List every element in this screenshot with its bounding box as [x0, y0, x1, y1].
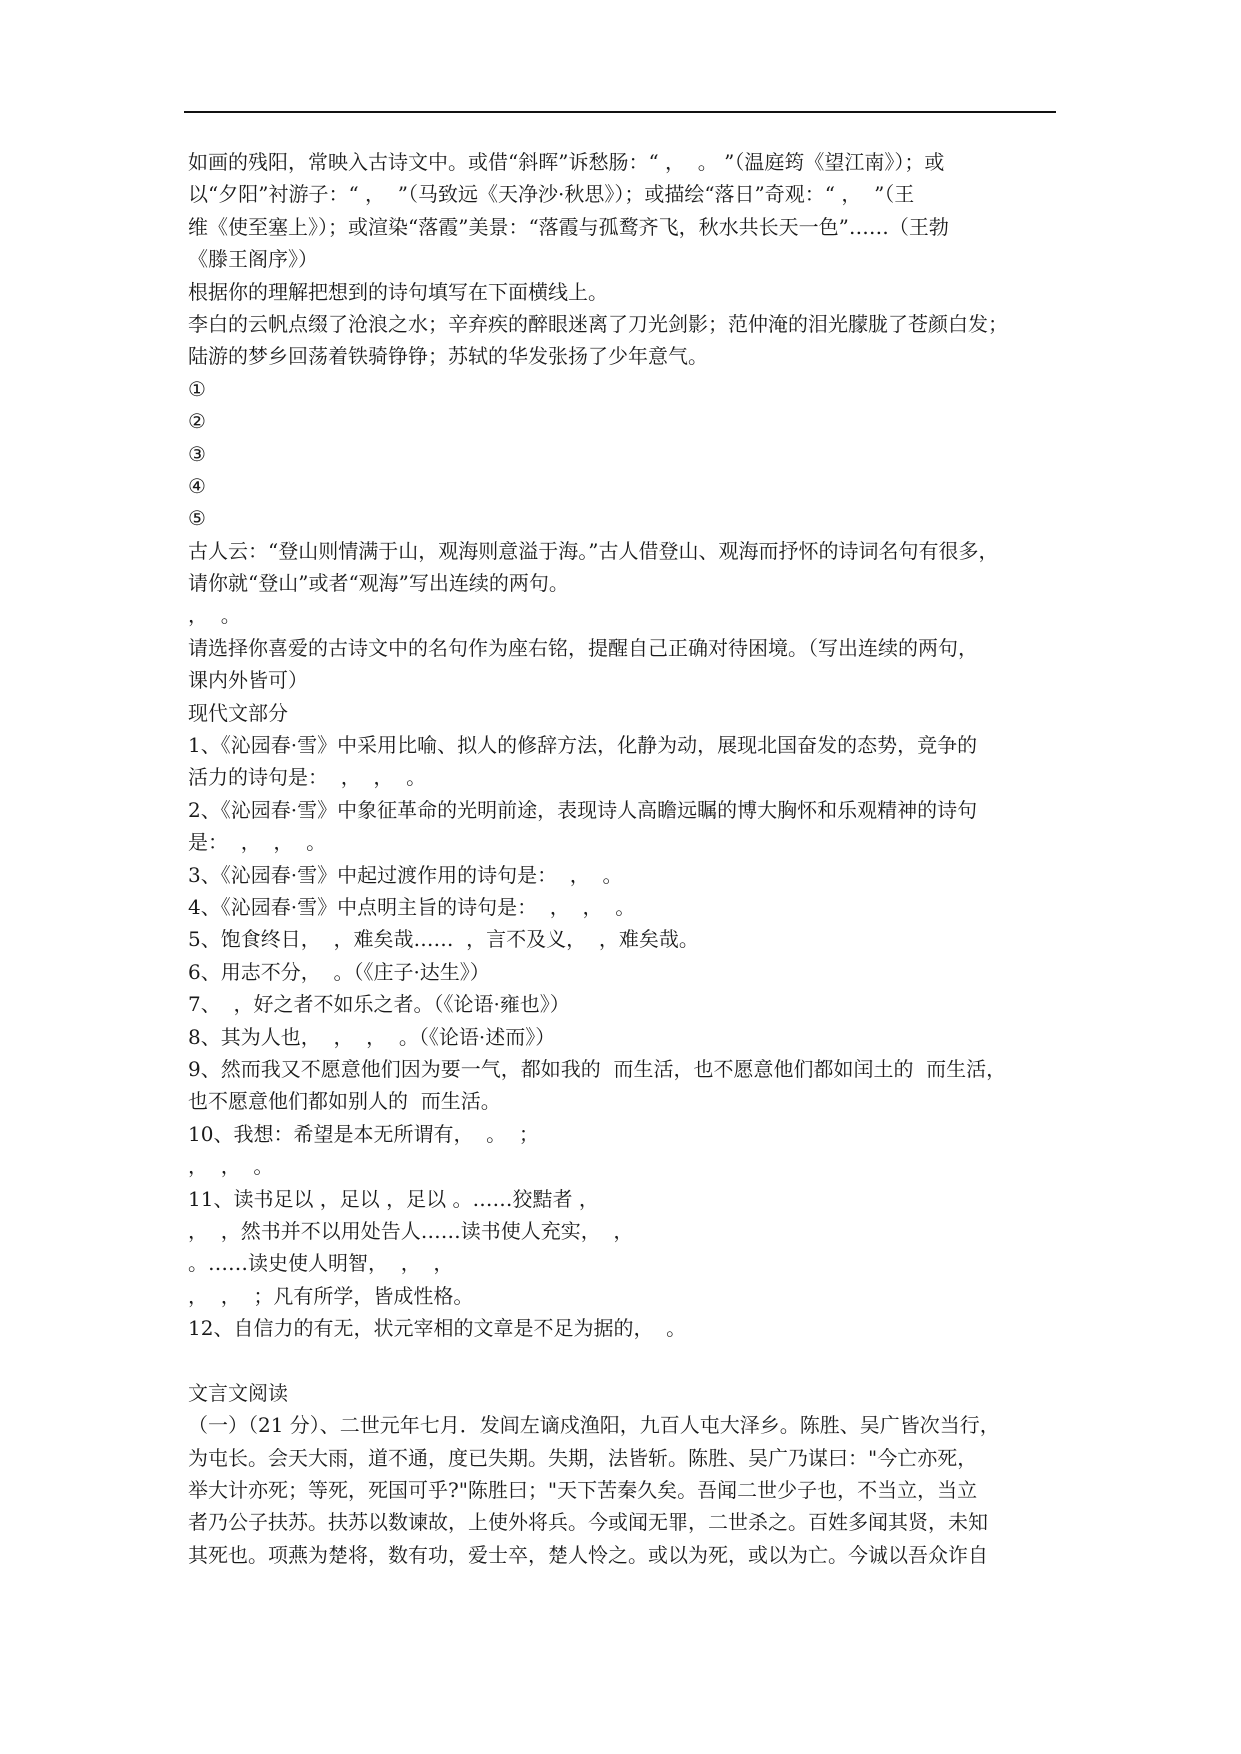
text-line: 请选择你喜爱的古诗文中的名句作为座右铭，提醒自己正确对待困境。（写出连续的两句， — [188, 635, 978, 660]
document-body — [188, 146, 1060, 1571]
text-line: ， ，然书并不以用处告人……读书使人充实， ， — [188, 1218, 634, 1243]
text-line: ， ， 。 — [188, 1154, 274, 1179]
text-line: 12、自信力的有无，状元宰相的文章是不足为据的， 。 — [188, 1316, 687, 1341]
text-line: ④ — [188, 473, 206, 498]
text-line: 如画的残阳，常映入古诗文中。或借“斜晖”诉愁肠：“ ， 。 ”（温庭筠《望江南》）；或 — [188, 150, 945, 174]
text-line: ③ — [188, 441, 206, 466]
blank-line — [188, 1344, 1060, 1376]
text-line: 陆游的梦乡回荡着铁骑铮铮；苏轼的华发张扬了少年意气。 — [188, 344, 708, 369]
text-line: ， ， ；凡有所学，皆成性格。 — [188, 1283, 474, 1308]
text-line: 以“夕阳”衬游子：“ ， ”（马致远《天净沙·秋思》）；或描绘“落日”奇观：“ ， ”（王 — [188, 182, 915, 207]
text-line: 7、 ，好之者不如乐之者。（《论语·雍也》） — [188, 992, 570, 1017]
text-line: 根据你的理解把想到的诗句填写在下面横线上。 — [188, 279, 608, 304]
text-line: 9、然而我又不愿意他们因为要一气，都如我的 而生活，也不愿意他们都如闰土的 而生活， — [188, 1056, 1007, 1081]
text-line: 11、读书足以 ，足以 ，足以 。……狡黠者 ， — [188, 1186, 599, 1211]
text-line: 1、《沁园春·雪》中采用比喻、拟人的修辞方法，化静为动，展现北国奋发的态势，竞争的 — [188, 733, 978, 758]
header-rule — [184, 111, 1056, 113]
text-line: 4、《沁园春·雪》中点明主旨的诗句是： ， ， 。 — [188, 894, 636, 919]
text-line: 是： ， ， 。 — [188, 830, 327, 855]
text-line: 《滕王阁序》） — [188, 247, 318, 272]
text-line: ② — [188, 409, 206, 434]
text-line: 维《使至塞上》）；或渲染“落霞”美景：“落霞与孤鹜齐飞，秋水共长天一色”……（王勃 — [188, 214, 949, 239]
text-line: 举大计亦死；等死，死国可乎?"陈胜曰；"天下苦秦久矣。吾闻二世少子也，不当立，当立 — [188, 1478, 978, 1503]
text-line: 课内外皆可） — [188, 668, 308, 693]
text-line: 者乃公子扶苏。扶苏以数谏故，上使外将兵。今或闻无罪，二世杀之。百姓多闻其贤，未知 — [188, 1510, 988, 1535]
text-line: 5、饱食终日， ，难矣哉…… ，言不及义， ，难矣哉。 — [188, 927, 699, 952]
text-line: 也不愿意他们都如别人的 而生活。 — [188, 1089, 501, 1114]
text-line: 8、其为人也， ， ， 。（《论语·述而》） — [188, 1024, 556, 1049]
text-line: 古人云：“登山则情满于山，观海则意溢于海。”古人借登山、观海而抒怀的诗词名句有很多， — [188, 538, 999, 563]
text-line: 活力的诗句是： ， ， 。 — [188, 765, 427, 790]
text-line: ， 。 — [188, 603, 241, 628]
text-line: 3、《沁园春·雪》中起过渡作用的诗句是： ， 。 — [188, 862, 623, 887]
text-line: 文言文阅读 — [188, 1380, 288, 1405]
text-line: 6、用志不分， 。（《庄子·达生》） — [188, 959, 490, 984]
text-line: ⑤ — [188, 506, 206, 531]
text-line: 其死也。项燕为楚将，数有功，爱士卒，楚人怜之。或以为死，或以为亡。今诚以吾众诈自 — [188, 1542, 988, 1567]
text-line: （一）（21 分）、二世元年七月．发闾左谪戍渔阳，九百人屯大泽乡。陈胜、吴广皆次当行， — [188, 1413, 1000, 1438]
text-line: 为屯长。会天大雨，道不通，度已失期。失期，法皆斩。陈胜、吴广乃谋曰："今亡亦死， — [188, 1445, 978, 1470]
text-line: ① — [188, 376, 206, 401]
text-line: 请你就“登山”或者“观海”写出连续的两句。 — [188, 571, 569, 596]
text-line: 10、我想：希望是本无所谓有， 。 ； — [188, 1121, 539, 1146]
text-line: 现代文部分 — [188, 700, 288, 725]
text-line: 。……读史使人明智， ， ， — [188, 1251, 454, 1276]
text-line: 李白的云帆点缀了沧浪之水；辛弃疾的醉眼迷离了刀光剑影；范仲淹的泪光朦胧了苍颜白发； — [188, 311, 1008, 336]
text-line: 2、《沁园春·雪》中象征革命的光明前途，表现诗人高瞻远瞩的博大胸怀和乐观精神的诗句 — [188, 797, 978, 822]
